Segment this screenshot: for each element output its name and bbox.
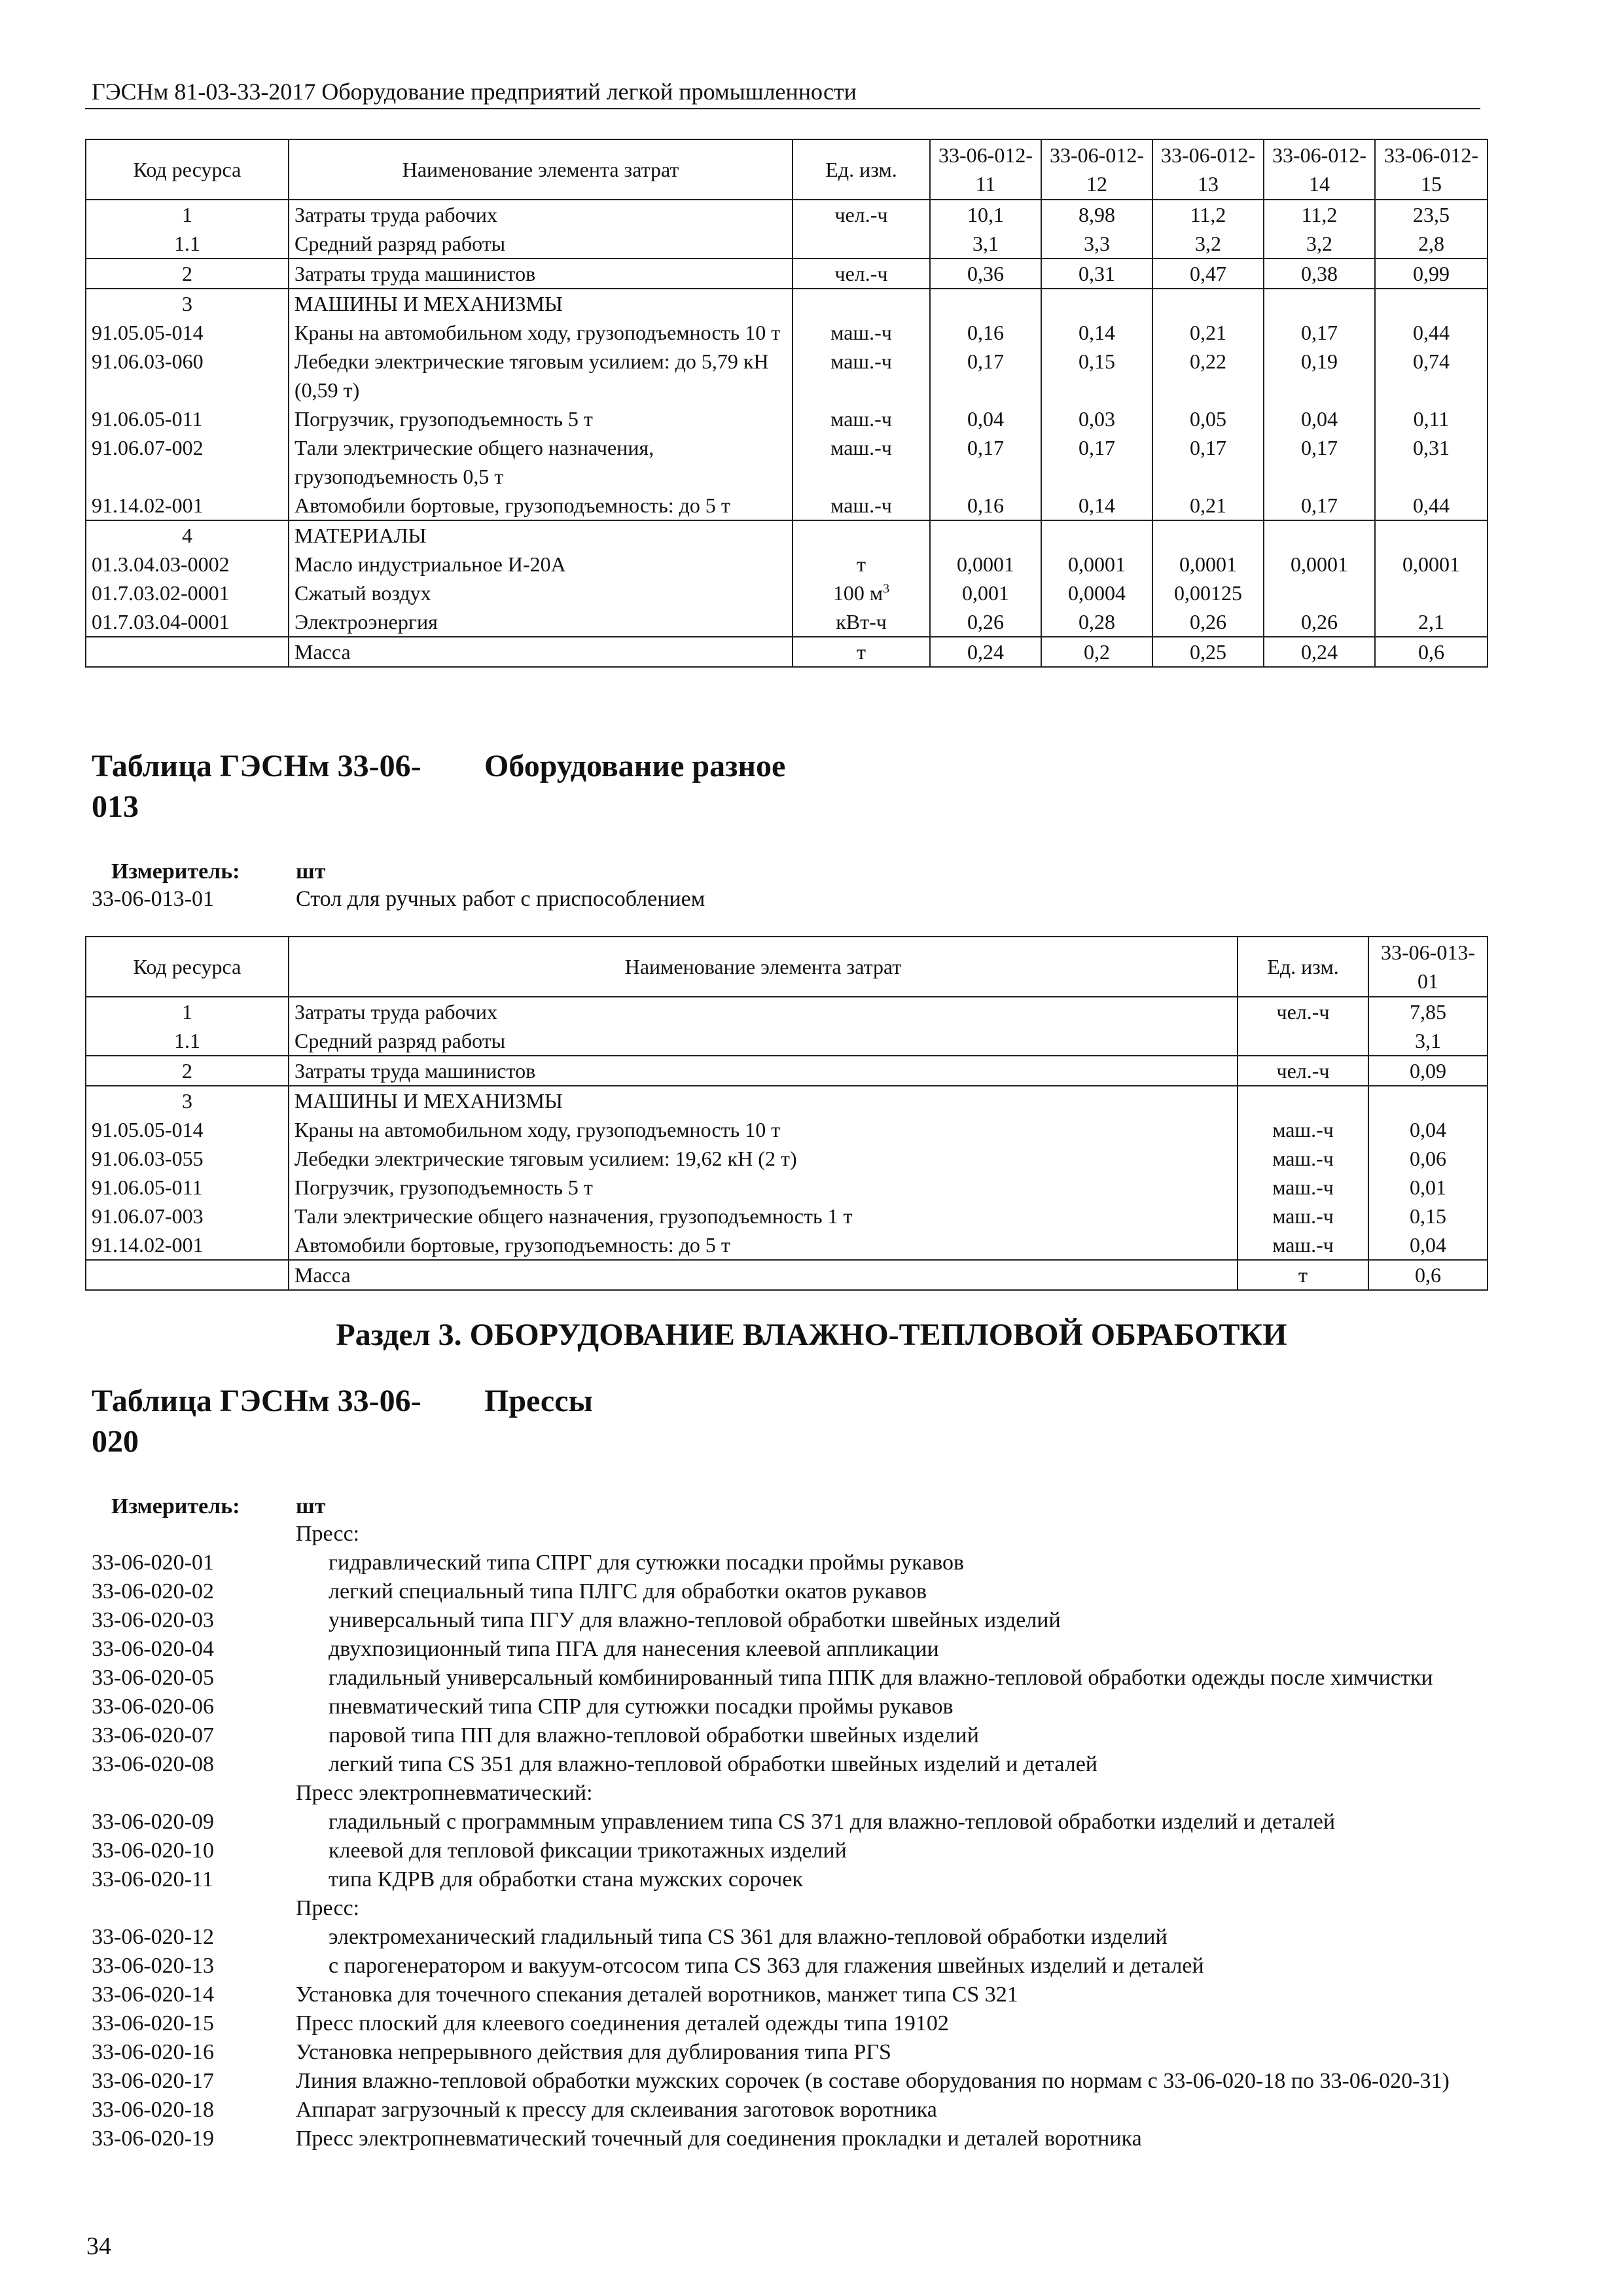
col-header-norm: 33-06-012-14	[1264, 139, 1375, 200]
resource-name: Автомобили бортовые, грузоподъемность: до 5 т	[289, 491, 793, 520]
resource-code: 1	[86, 200, 289, 229]
norm-value: 0,0001	[1152, 550, 1264, 579]
resource-code: 91.14.02-001	[86, 1230, 289, 1260]
resource-code: 01.7.03.02-0001	[86, 579, 289, 607]
list-item	[92, 1865, 1479, 1894]
norm-value: 3,1	[1368, 1026, 1488, 1056]
norm-value: 0,17	[930, 347, 1041, 404]
norm-description: гладильный с программным управлением типа CS 371 для влажно-тепловой обработки изделий и деталей	[329, 1810, 1336, 1834]
list-item	[92, 1664, 1479, 1693]
col-header-unit: Ед. изм.	[793, 139, 930, 200]
table-row	[86, 347, 1488, 404]
norm-value: 0,44	[1375, 318, 1488, 347]
norm-value: 0,38	[1264, 259, 1375, 289]
resource-unit: маш.-ч	[793, 404, 930, 433]
norm-description: Пресс:	[296, 1896, 360, 1920]
resource-code: 1.1	[86, 229, 289, 259]
section-title: Раздел 3. ОБОРУДОВАНИЕ ВЛАЖНО-ТЕПЛОВОЙ ОБРАБОТКИ	[336, 1318, 1287, 1352]
norm-value: 23,5	[1375, 200, 1488, 229]
norm-code: 33-06-020-04	[92, 1637, 214, 1661]
norm-code: 33-06-020-10	[92, 1839, 214, 1863]
norm-code: 33-06-020-12	[92, 1925, 214, 1949]
norm-value: 0,06	[1368, 1144, 1488, 1173]
norm-list-020	[92, 1520, 1479, 2153]
norm-code: 33-06-020-11	[92, 1867, 213, 1892]
resource-table-012	[85, 139, 1488, 668]
norm-value: 11,2	[1152, 200, 1264, 229]
norm-value: 0,0001	[1041, 550, 1152, 579]
resource-unit: т	[793, 637, 930, 667]
resource-code: 91.06.05-011	[86, 404, 289, 433]
resource-unit: маш.-ч	[793, 347, 930, 404]
norm-value: 0,16	[930, 491, 1041, 520]
norm-value: 0,26	[1264, 607, 1375, 637]
table-row	[86, 1173, 1488, 1202]
norm-description: Пресс электропневматический:	[296, 1781, 593, 1805]
norm-value: 7,85	[1368, 997, 1488, 1026]
norm-value: 0,04	[1264, 404, 1375, 433]
list-item	[92, 1520, 1479, 1549]
table-row	[86, 1056, 1488, 1086]
resource-name: Масло индустриальное И-20А	[289, 550, 793, 579]
list-item	[92, 1837, 1479, 1865]
norm-description: клеевой для тепловой фиксации трикотажных изделий	[329, 1839, 847, 1863]
resource-name: Масса	[289, 637, 793, 667]
list-item	[92, 1952, 1479, 1981]
norm-description: легкий специальный типа ПЛГС для обработки окатов рукавов	[329, 1579, 927, 1604]
norm-value: 0,21	[1152, 318, 1264, 347]
norm-value: 8,98	[1041, 200, 1152, 229]
table-title-code: Таблица ГЭСНм 33-06-020	[92, 1384, 421, 1459]
table-row	[86, 550, 1488, 579]
norm-value: 0,31	[1041, 259, 1152, 289]
resource-name: Затраты труда рабочих	[289, 997, 1238, 1026]
table-row	[86, 637, 1488, 667]
table-title-code: Таблица ГЭСНм 33-06-013	[92, 749, 421, 824]
norm-value: 0,17	[1264, 318, 1375, 347]
list-item	[92, 1923, 1479, 1952]
norm-value: 0,11	[1375, 404, 1488, 433]
resource-name: Погрузчик, грузоподъемность 5 т	[289, 1173, 1238, 1202]
resource-unit	[793, 520, 930, 550]
resource-name: МАШИНЫ И МЕХАНИЗМЫ	[289, 1086, 1238, 1115]
norm-value	[1041, 289, 1152, 318]
resource-unit: маш.-ч	[793, 318, 930, 347]
resource-name: Погрузчик, грузоподъемность 5 т	[289, 404, 793, 433]
resource-code: 2	[86, 1056, 289, 1086]
unit-text: 100 м	[832, 581, 883, 605]
meter-label: Измеритель:	[111, 1494, 240, 1518]
norm-code: 33-06-020-05	[92, 1666, 214, 1690]
norm-value	[930, 289, 1041, 318]
table-row	[86, 607, 1488, 637]
col-header-code: Код ресурса	[86, 139, 289, 200]
norm-value: 0,00125	[1152, 579, 1264, 607]
norm-value: 0,05	[1152, 404, 1264, 433]
resource-code: 1.1	[86, 1026, 289, 1056]
resource-code: 1	[86, 997, 289, 1026]
norm-description: типа КДРВ для обработки стана мужских сорочек	[329, 1867, 803, 1892]
table-row	[86, 1115, 1488, 1144]
norm-value: 0,24	[1264, 637, 1375, 667]
list-item	[92, 2067, 1479, 2096]
resource-code	[86, 637, 289, 667]
resource-unit: маш.-ч	[1238, 1115, 1368, 1144]
col-header-norm: 33-06-012-13	[1152, 139, 1264, 200]
norm-code: 33-06-020-07	[92, 1723, 214, 1748]
resource-name: Тали электрические общего назначения, грузоподъемность 1 т	[289, 1202, 1238, 1230]
norm-value: 0,6	[1375, 637, 1488, 667]
running-header: ГЭСНм 81-03-33-2017 Оборудование предприятий легкой промышленности	[92, 79, 857, 105]
list-item	[92, 1894, 1479, 1923]
table-header-row	[86, 139, 1488, 200]
table-row	[86, 1202, 1488, 1230]
norm-value: 2,1	[1375, 607, 1488, 637]
norm-value: 0,47	[1152, 259, 1264, 289]
list-item	[92, 1606, 1479, 1635]
norm-code: 33-06-020-02	[92, 1579, 214, 1604]
norm-value: 0,17	[1152, 433, 1264, 491]
norm-code: 33-06-020-03	[92, 1608, 214, 1632]
meter-label: Измеритель:	[111, 859, 240, 884]
resource-code: 4	[86, 520, 289, 550]
norm-value: 3,2	[1152, 229, 1264, 259]
resource-code: 91.06.05-011	[86, 1173, 289, 1202]
header-divider	[85, 108, 1480, 109]
resource-name: Краны на автомобильном ходу, грузоподъемность 10 т	[289, 318, 793, 347]
table-row	[86, 520, 1488, 550]
norm-value	[1375, 289, 1488, 318]
norm-description: Пресс плоский для клеевого соединения деталей одежды типа 19102	[296, 2011, 949, 2036]
resource-name: Затраты труда рабочих	[289, 200, 793, 229]
resource-code: 91.06.07-002	[86, 433, 289, 491]
norm-value: 0,04	[1368, 1230, 1488, 1260]
resource-unit: кВт-ч	[793, 607, 930, 637]
norm-code: 33-06-020-18	[92, 2098, 214, 2122]
norm-list-013	[92, 885, 1479, 914]
resource-name: Краны на автомобильном ходу, грузоподъемность 10 т	[289, 1115, 1238, 1144]
norm-value: 0,14	[1041, 318, 1152, 347]
resource-code: 91.06.03-060	[86, 347, 289, 404]
resource-name: Масса	[289, 1260, 1238, 1290]
resource-code: 91.05.05-014	[86, 1115, 289, 1144]
page-number: 34	[86, 2233, 111, 2260]
resource-unit: маш.-ч	[1238, 1230, 1368, 1260]
table-row	[86, 259, 1488, 289]
resource-unit: маш.-ч	[1238, 1202, 1368, 1230]
norm-value	[1152, 520, 1264, 550]
resource-unit: маш.-ч	[1238, 1144, 1368, 1173]
norm-value	[1375, 520, 1488, 550]
resource-name: Затраты труда машинистов	[289, 259, 793, 289]
col-header-code: Код ресурса	[86, 937, 289, 997]
norm-value	[1264, 520, 1375, 550]
norm-description: Пресс электропневматический точечный для соединения прокладки и деталей воротника	[296, 2126, 1142, 2151]
resource-name: Средний разряд работы	[289, 1026, 1238, 1056]
norm-description: Аппарат загрузочный к прессу для склеивания заготовок воротника	[296, 2098, 937, 2122]
norm-value: 0,24	[930, 637, 1041, 667]
norm-value: 0,31	[1375, 433, 1488, 491]
norm-value: 0,17	[1041, 433, 1152, 491]
resource-code: 91.06.03-055	[86, 1144, 289, 1173]
list-item	[92, 1577, 1479, 1606]
norm-value: 0,001	[930, 579, 1041, 607]
norm-code: 33-06-020-16	[92, 2040, 214, 2064]
norm-code: 33-06-020-06	[92, 1695, 214, 1719]
norm-value: 2,8	[1375, 229, 1488, 259]
table-header-row	[86, 937, 1488, 997]
norm-value	[1264, 289, 1375, 318]
resource-code: 2	[86, 259, 289, 289]
resource-table-013	[85, 936, 1488, 1291]
norm-value	[1375, 579, 1488, 607]
col-header-norm: 33-06-012-12	[1041, 139, 1152, 200]
norm-value: 10,1	[930, 200, 1041, 229]
table-row	[86, 1026, 1488, 1056]
resource-name: МАТЕРИАЛЫ	[289, 520, 793, 550]
resource-name: Лебедки электрические тяговым усилием: 19,62 кН (2 т)	[289, 1144, 1238, 1173]
norm-value: 0,99	[1375, 259, 1488, 289]
list-item	[92, 1635, 1479, 1664]
norm-description: легкий типа CS 351 для влажно-тепловой обработки швейных изделий и деталей	[329, 1752, 1097, 1776]
norm-value	[1264, 579, 1375, 607]
list-item	[92, 1750, 1479, 1779]
norm-value: 0,15	[1041, 347, 1152, 404]
resource-code: 91.05.05-014	[86, 318, 289, 347]
resource-name: Сжатый воздух	[289, 579, 793, 607]
norm-value: 0,22	[1152, 347, 1264, 404]
col-header-norm: 33-06-012-11	[930, 139, 1041, 200]
meter-value: шт	[296, 859, 326, 884]
norm-value: 0,0001	[1264, 550, 1375, 579]
norm-code: 33-06-020-01	[92, 1551, 214, 1575]
norm-value: 11,2	[1264, 200, 1375, 229]
norm-description: электромеханический гладильный типа CS 361 для влажно-тепловой обработки изделий	[329, 1925, 1168, 1949]
resource-code: 3	[86, 1086, 289, 1115]
norm-value: 0,36	[930, 259, 1041, 289]
col-header-norm: 33-06-012-15	[1375, 139, 1488, 200]
col-header-name: Наименование элемента затрат	[289, 937, 1238, 997]
resource-unit: чел.-ч	[793, 200, 930, 229]
resource-unit: чел.-ч	[793, 259, 930, 289]
norm-value: 0,6	[1368, 1260, 1488, 1290]
list-item	[92, 1981, 1479, 2009]
col-header-name: Наименование элемента затрат	[289, 139, 793, 200]
norm-code: 33-06-020-13	[92, 1954, 214, 1978]
norm-value: 3,1	[930, 229, 1041, 259]
resource-name: Автомобили бортовые, грузоподъемность: до 5 т	[289, 1230, 1238, 1260]
resource-unit: т	[1238, 1260, 1368, 1290]
norm-value: 0,21	[1152, 491, 1264, 520]
norm-code: 33-06-020-14	[92, 1982, 214, 2007]
table-row	[86, 433, 1488, 491]
norm-value: 0,15	[1368, 1202, 1488, 1230]
table-row	[86, 1086, 1488, 1115]
list-item	[92, 1779, 1479, 1808]
norm-description: гладильный универсальный комбинированный типа ППК для влажно-тепловой обработки одежды после химчистки	[329, 1666, 1433, 1690]
table-row	[86, 491, 1488, 520]
list-item	[92, 1693, 1479, 1721]
resource-name: Лебедки электрические тяговым усилием: до 5,79 кН (0,59 т)	[289, 347, 793, 404]
norm-value: 0,01	[1368, 1173, 1488, 1202]
norm-value: 0,09	[1368, 1056, 1488, 1086]
norm-code: 33-06-020-15	[92, 2011, 214, 2036]
norm-description: паровой типа ПП для влажно-тепловой обработки швейных изделий	[329, 1723, 979, 1748]
norm-description: Установка для точечного спекания деталей воротников, манжет типа CS 321	[296, 1982, 1018, 2007]
norm-value: 0,04	[1368, 1115, 1488, 1144]
table-row	[86, 579, 1488, 607]
norm-value: 0,26	[930, 607, 1041, 637]
resource-name: Тали электрические общего назначения, грузоподъемность 0,5 т	[289, 433, 793, 491]
norm-value: 0,16	[930, 318, 1041, 347]
resource-unit: маш.-ч	[1238, 1173, 1368, 1202]
list-item	[92, 2096, 1479, 2125]
list-item	[92, 1808, 1479, 1837]
resource-code: 01.7.03.04-0001	[86, 607, 289, 637]
resource-name: МАШИНЫ И МЕХАНИЗМЫ	[289, 289, 793, 318]
resource-code: 91.14.02-001	[86, 491, 289, 520]
norm-value: 0,04	[930, 404, 1041, 433]
unit-superscript: 3	[883, 581, 890, 596]
table-row	[86, 1144, 1488, 1173]
norm-code: 33-06-013-01	[92, 887, 214, 911]
norm-value	[1152, 289, 1264, 318]
norm-description: Линия влажно-тепловой обработки мужских сорочек (в составе оборудования по нормам с 33-06-020-18 по 33-06-020-31)	[296, 2069, 1450, 2093]
list-item	[92, 1549, 1479, 1577]
resource-unit: маш.-ч	[793, 491, 930, 520]
norm-value: 0,0001	[930, 550, 1041, 579]
norm-value: 0,17	[1264, 491, 1375, 520]
resource-name: Электроэнергия	[289, 607, 793, 637]
norm-value: 0,2	[1041, 637, 1152, 667]
norm-value: 3,2	[1264, 229, 1375, 259]
norm-code: 33-06-020-19	[92, 2126, 214, 2151]
col-header-unit: Ед. изм.	[1238, 937, 1368, 997]
resource-code	[86, 1260, 289, 1290]
norm-value: 0,19	[1264, 347, 1375, 404]
resource-unit	[793, 579, 930, 607]
table-title-name: Оборудование разное	[484, 749, 786, 783]
norm-value: 0,0001	[1375, 550, 1488, 579]
table-row	[86, 404, 1488, 433]
norm-code: 33-06-020-09	[92, 1810, 214, 1834]
norm-value: 0,17	[1264, 433, 1375, 491]
norm-value: 0,0004	[1041, 579, 1152, 607]
resource-name: Затраты труда машинистов	[289, 1056, 1238, 1086]
table-row	[86, 1230, 1488, 1260]
table-row	[86, 200, 1488, 229]
resource-unit	[1238, 1086, 1368, 1115]
norm-description: Пресс:	[296, 1522, 360, 1546]
table-row	[86, 318, 1488, 347]
list-item	[92, 885, 1479, 914]
norm-description: с парогенератором и вакуум-отсосом типа CS 363 для глажения швейных изделий и деталей	[329, 1954, 1204, 1978]
norm-description: Стол для ручных работ с приспособлением	[296, 887, 705, 911]
col-header-norm: 33-06-013-01	[1368, 937, 1488, 997]
resource-unit	[793, 289, 930, 318]
norm-description: универсальный типа ПГУ для влажно-тепловой обработки швейных изделий	[329, 1608, 1061, 1632]
resource-name: Средний разряд работы	[289, 229, 793, 259]
meter-value: шт	[296, 1494, 326, 1518]
norm-value: 0,74	[1375, 347, 1488, 404]
table-title-name: Прессы	[484, 1384, 594, 1418]
list-item	[92, 2125, 1479, 2153]
norm-description: пневматический типа СПР для сутюжки посадки проймы рукавов	[329, 1695, 954, 1719]
resource-unit: т	[793, 550, 930, 579]
norm-value	[1041, 520, 1152, 550]
resource-unit: чел.-ч	[1238, 997, 1368, 1026]
norm-description: двухпозиционный типа ПГА для нанесения клеевой аппликации	[329, 1637, 939, 1661]
norm-value	[1368, 1086, 1488, 1115]
norm-value: 0,28	[1041, 607, 1152, 637]
norm-value: 0,26	[1152, 607, 1264, 637]
norm-value: 0,44	[1375, 491, 1488, 520]
norm-code: 33-06-020-08	[92, 1752, 214, 1776]
norm-value: 0,14	[1041, 491, 1152, 520]
resource-unit	[1238, 1026, 1368, 1056]
list-item	[92, 2038, 1479, 2067]
resource-code: 01.3.04.03-0002	[86, 550, 289, 579]
resource-code: 3	[86, 289, 289, 318]
norm-value: 0,17	[930, 433, 1041, 491]
norm-value	[930, 520, 1041, 550]
norm-value: 0,03	[1041, 404, 1152, 433]
table-row	[86, 289, 1488, 318]
norm-code: 33-06-020-17	[92, 2069, 214, 2093]
resource-code: 91.06.07-003	[86, 1202, 289, 1230]
table-row	[86, 229, 1488, 259]
resource-unit	[793, 229, 930, 259]
resource-unit: чел.-ч	[1238, 1056, 1368, 1086]
norm-value: 3,3	[1041, 229, 1152, 259]
list-item	[92, 1721, 1479, 1750]
table-row	[86, 1260, 1488, 1290]
norm-description: гидравлический типа СПРГ для сутюжки посадки проймы рукавов	[329, 1551, 965, 1575]
table-row	[86, 997, 1488, 1026]
norm-description: Установка непрерывного действия для дублирования типа РГS	[296, 2040, 891, 2064]
resource-unit: маш.-ч	[793, 433, 930, 491]
list-item	[92, 2009, 1479, 2038]
norm-value: 0,25	[1152, 637, 1264, 667]
